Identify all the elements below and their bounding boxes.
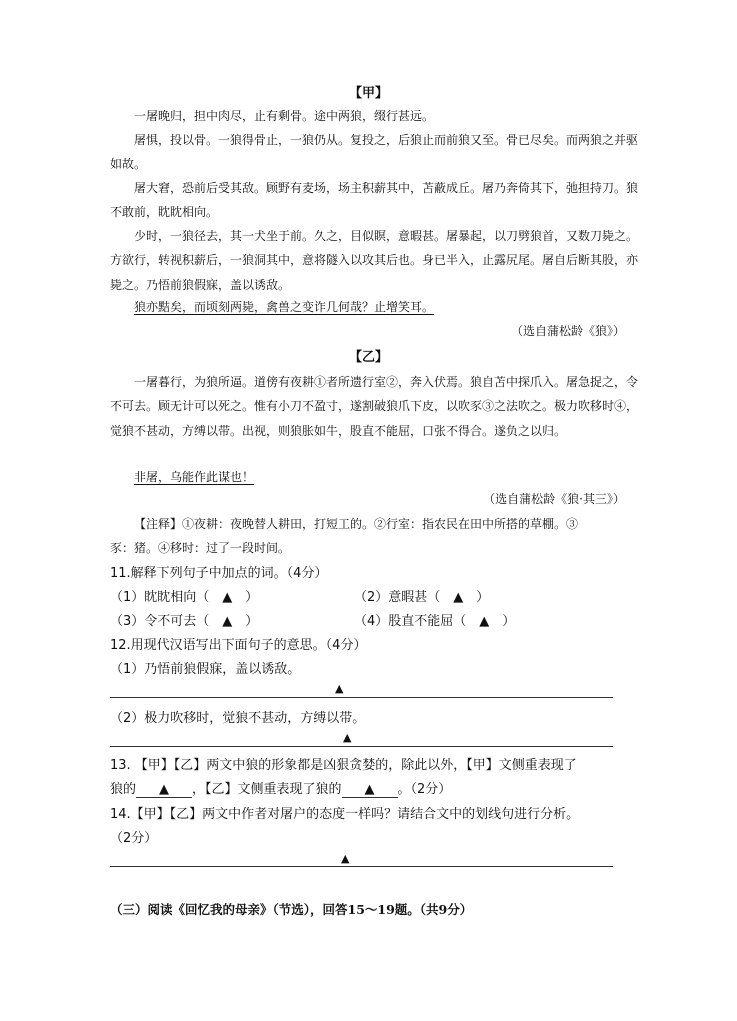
answer-marker-3: ▲	[341, 852, 350, 865]
yi-source: （选自蒲松龄《狼·其三》）	[483, 492, 625, 506]
yi-heading: 【乙】	[348, 350, 388, 365]
q13-blank-1[interactable]: ▲	[136, 783, 192, 798]
q11-item-4: （4）股直不能屈（ ▲ ）	[354, 614, 516, 629]
jia-paragraph-2: 屠惧，投以骨。一狼得骨止，一狼仍从。复投之，后狼止而前狼又至。骨已尽矣。而两狼之并驱如故。	[110, 133, 639, 172]
q12-sentence-2: （2）极力吹移时，觉狼不甚动，方缚以带。	[110, 711, 366, 726]
answer-line-2[interactable]	[110, 746, 613, 747]
answer-marker-1: ▲	[335, 682, 344, 695]
answer-line-3[interactable]	[110, 866, 613, 867]
q13-text-b: ，【乙】文侧重表现了狼的	[192, 782, 342, 797]
annotation-line-2: 豕：猪。④移时：过了一段时间。	[110, 541, 291, 555]
section-3-heading: （三）阅读《回忆我的母亲》（节选），回答15～19题。（共9分）	[110, 902, 473, 917]
q13-line-2	[110, 778, 451, 798]
q13-text-c: 。（2分）	[397, 782, 452, 797]
jia-underlined-sentence: 狼亦黠矣，而顷刻两毙，禽兽之变诈几何哉？止增笑耳。	[134, 300, 435, 314]
jia-paragraph-3: 屠大窘，恐前后受其敌。顾野有麦场，场主积薪其中，苫蔽成丘。屠乃奔倚其下，弛担持刀。狼不敢前，眈眈相向。	[110, 181, 639, 220]
q14-line-2: （2分）	[110, 831, 158, 846]
q13-text-a: 狼的	[110, 782, 137, 797]
jia-heading: 【甲】	[348, 86, 388, 101]
annotation-line-1: 【注释】①夜耕：夜晚替人耕田，打短工的。②行室：指农民在田中所搭的草棚。③	[134, 517, 579, 531]
q13-blank-2[interactable]: ▲	[342, 783, 398, 798]
answer-marker-2: ▲	[343, 731, 352, 744]
q11-item-2: （2）意暇甚（ ▲ ）	[354, 590, 490, 605]
yi-underlined-sentence: 非屠，乌能作此谋也！	[134, 470, 255, 484]
jia-source: （选自蒲松龄《狼》）	[510, 324, 625, 338]
q12-sentence-1: （1）乃悟前狼假寐，盖以诱敌。	[110, 662, 301, 677]
q11-item-1: （1）眈眈相向（ ▲ ）	[110, 590, 259, 605]
jia-paragraph-1: 一屠晚归，担中肉尽，止有剩骨。途中两狼，缀行甚远。	[134, 109, 435, 123]
answer-line-1[interactable]	[110, 697, 613, 698]
q14-line-1: 14.【甲】【乙】两文中作者对屠户的态度一样吗？请结合文中的划线句进行分析。	[110, 807, 580, 822]
q13-line-1: 13. 【甲】【乙】两文中狼的形象都是凶狠贪婪的，除此以外，【甲】文侧重表现了	[110, 758, 577, 773]
q11-item-3: （3）令不可去（ ▲ ）	[110, 614, 259, 629]
q11-stem: 11.解释下列句子中加点的词。（4分）	[110, 566, 328, 581]
yi-paragraph: 一屠暮行，为狼所逼。道傍有夜耕①者所遗行室②，奔入伏焉。狼自苫中探爪入。屠急捉之，令不可去。顾无计可以死之。惟有小刀不盈寸，遂割破狼爪下皮，以吹豕③之法吹之。极力吹移时④，觉狼不甚动，方缚以带。出视，则狼胀如牛，股直不能屈，口张不得合。遂负之以归。	[110, 375, 639, 438]
jia-paragraph-4: 少时，一狼径去，其一犬坐于前。久之，目似瞑，意暇甚。屠暴起，以刀劈狼首，又数刀毙之。方欲行，转视积薪后，一狼洞其中，意将隧入以攻其后也。身已半入，止露尻尾。屠自后断其股，亦毙之。乃悟前狼假寐，盖以诱敌。	[110, 229, 639, 292]
q12-stem: 12.用现代汉语写出下面句子的意思。（4分）	[110, 638, 367, 653]
